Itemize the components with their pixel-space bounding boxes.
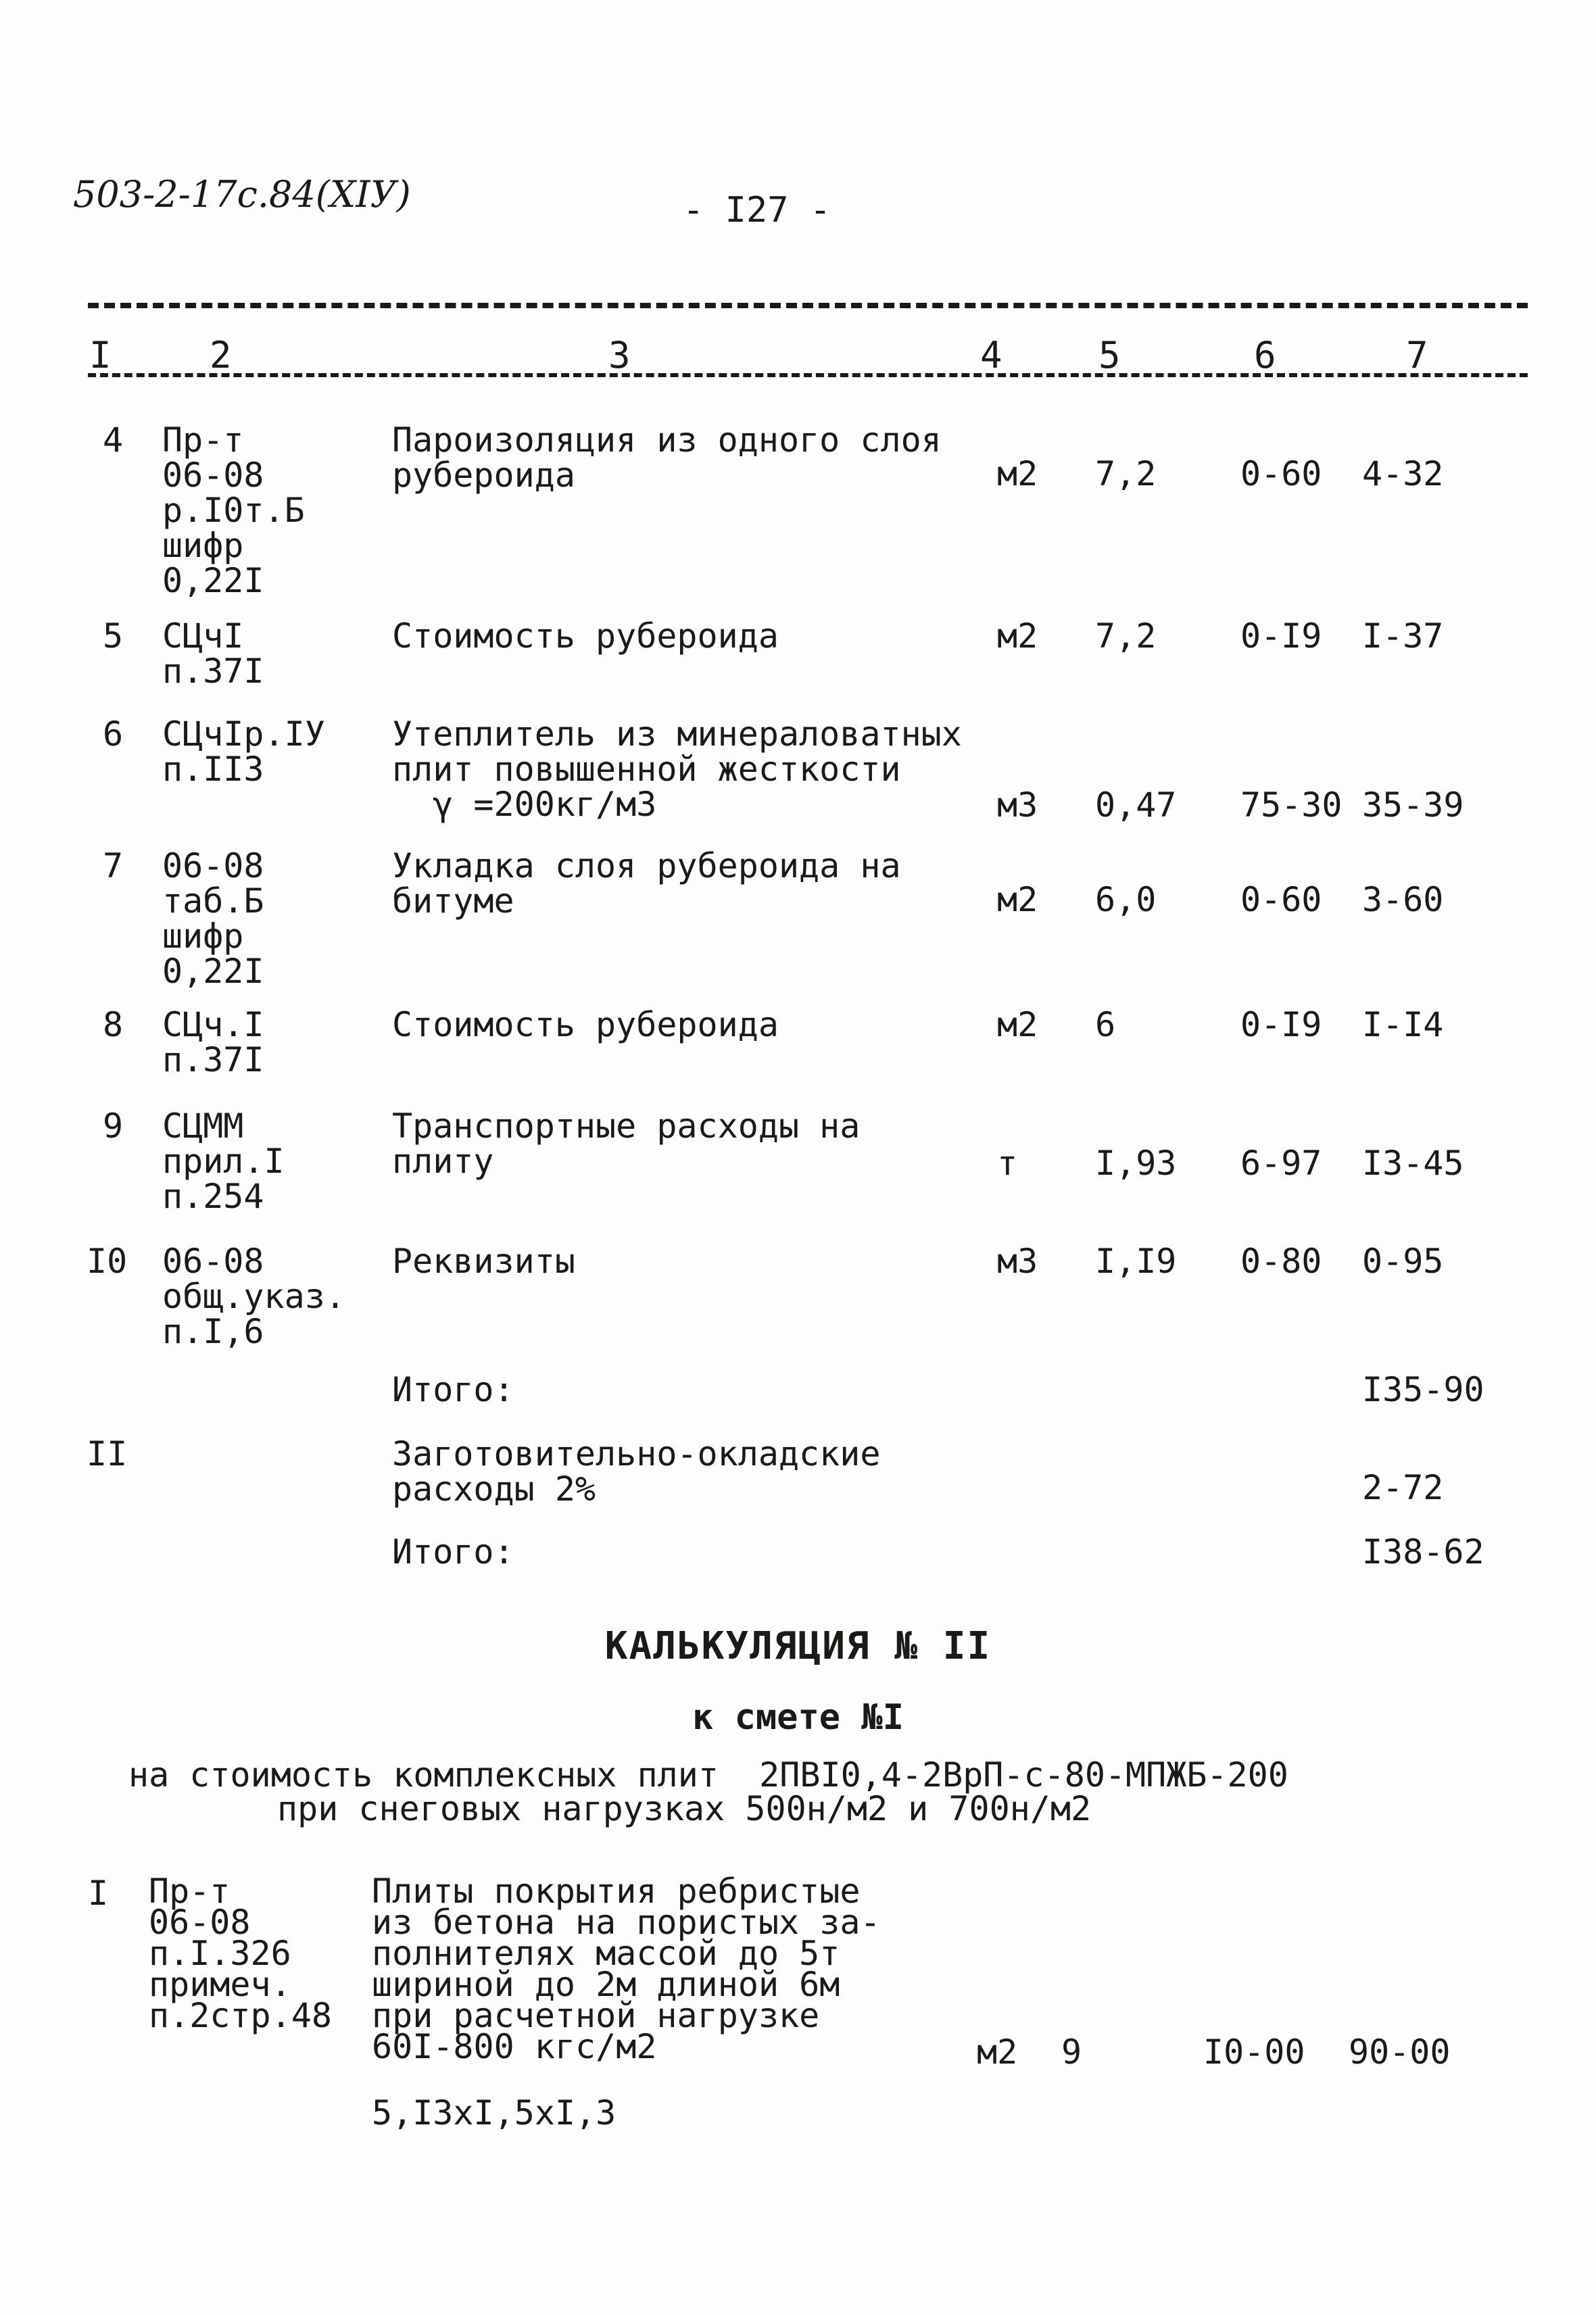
col-head-5: 5	[1098, 334, 1121, 376]
row-total: 35-39	[1362, 785, 1464, 825]
row-price: I0-00	[1203, 2032, 1305, 2072]
row-quantity: 0,47	[1095, 785, 1177, 825]
row-total: I3-45	[1362, 1144, 1464, 1183]
calculation-formula: 5,I3xI,5xI,3	[372, 2093, 616, 2133]
row-number: 6	[103, 714, 124, 754]
calculation-description-line2: при снеговых нагрузках 500н/м2 и 700н/м2	[277, 1789, 1092, 1828]
row-unit: м2	[997, 1005, 1038, 1044]
col-head-1: I	[89, 334, 112, 376]
row-description: Пароизоляция из одного слоя рубероида	[392, 420, 942, 495]
subtotal-label: Итого:	[392, 1370, 514, 1409]
row-total: 4-32	[1362, 454, 1444, 493]
row-description: Реквизиты	[392, 1242, 575, 1281]
row-number: 7	[103, 846, 124, 885]
row-ref: СЦчIр.IУ п.II3	[162, 714, 325, 789]
row-number: 8	[103, 1005, 124, 1044]
row-unit: м3	[997, 785, 1038, 825]
row-quantity: I,I9	[1095, 1242, 1177, 1281]
row-ref: 06-08 общ.указ. п.I,6	[162, 1242, 345, 1351]
row-unit: м2	[997, 454, 1038, 493]
row-description: Утеплитель из минераловатных плит повышенной жесткости γ =200кг/м3	[392, 714, 962, 824]
subtotal-value: I38-62	[1362, 1532, 1484, 1571]
row-price: 75-30	[1240, 785, 1343, 825]
row-number: I0	[87, 1242, 128, 1281]
row-ref: СЦч.I п.37I	[162, 1005, 264, 1079]
row-price: 0-I9	[1240, 616, 1322, 656]
row-description: Заготовительно-окладские расходы 2%	[392, 1434, 881, 1509]
doc-code: 503-2-17с.84(XIУ)	[73, 173, 411, 216]
row-quantity: 6	[1095, 1005, 1116, 1044]
row-ref: Пр-т 06-08 р.I0т.Б шифр 0,22I	[162, 420, 305, 600]
row-total: I-37	[1362, 616, 1444, 656]
row-total: 3-60	[1362, 880, 1444, 919]
row-number: 4	[103, 420, 124, 460]
row-quantity: 6,0	[1095, 880, 1157, 919]
header-dashed-divider	[88, 373, 1528, 377]
row-description: Плиты покрытия ребристые из бетона на пористых за- полнителях массой до 5т шириной до 2м длиной 6м при расчетной нагрузке 60I-800 кгс/м2	[372, 1872, 881, 2066]
calculation-title: КАЛЬКУЛЯЦИЯ № II	[604, 1624, 992, 1668]
subtotal-label: Итого:	[392, 1532, 514, 1571]
row-number: II	[87, 1434, 128, 1473]
row-ref: СЦчI п.37I	[162, 616, 264, 691]
row-number: 9	[103, 1106, 124, 1146]
row-description: Укладка слоя рубероида на битуме	[392, 846, 901, 921]
row-ref: СЦММ прил.I п.254	[162, 1106, 285, 1216]
row-price: 0-I9	[1240, 1005, 1322, 1044]
row-ref: Пр-т 06-08 п.I.326 примеч. п.2стр.48	[149, 1872, 332, 2035]
row-price: 0-60	[1240, 880, 1322, 919]
row-description: Транспортные расходы на плиту	[392, 1106, 861, 1181]
row-total: 2-72	[1362, 1468, 1444, 1507]
top-dashed-divider	[88, 303, 1528, 308]
row-unit: м2	[997, 616, 1038, 656]
row-quantity: 9	[1061, 2032, 1082, 2072]
row-unit: м2	[997, 880, 1038, 919]
row-quantity: 7,2	[1095, 616, 1157, 656]
row-total: 90-00	[1349, 2032, 1451, 2072]
subtotal-value: I35-90	[1362, 1370, 1484, 1409]
row-number: I	[88, 1874, 109, 1913]
calculation-description-line1: на стоимость комплексных плит 2ПВI0,4-2ВрП-с-80-МПЖБ-200	[128, 1755, 1288, 1795]
row-price: 0-60	[1240, 454, 1322, 493]
row-price: 0-80	[1240, 1242, 1322, 1281]
page-number: - I27 -	[683, 190, 831, 230]
col-head-3: 3	[608, 334, 631, 376]
row-description: Стоимость рубероида	[392, 616, 779, 656]
row-unit: т	[997, 1144, 1018, 1183]
row-total: 0-95	[1362, 1242, 1444, 1281]
row-description: Стоимость рубероида	[392, 1005, 779, 1044]
row-quantity: I,93	[1095, 1144, 1177, 1183]
col-head-7: 7	[1406, 334, 1428, 376]
row-number: 5	[103, 616, 124, 656]
col-head-2: 2	[210, 334, 232, 376]
row-total: I-I4	[1362, 1005, 1444, 1044]
calculation-subtitle: к смете №I	[692, 1697, 904, 1738]
row-price: 6-97	[1240, 1144, 1322, 1183]
row-unit: м2	[977, 2032, 1018, 2072]
row-quantity: 7,2	[1095, 454, 1157, 493]
col-head-4: 4	[980, 334, 1002, 376]
row-unit: м3	[997, 1242, 1038, 1281]
row-ref: 06-08 таб.Б шифр 0,22I	[162, 846, 264, 991]
col-head-6: 6	[1254, 334, 1276, 376]
